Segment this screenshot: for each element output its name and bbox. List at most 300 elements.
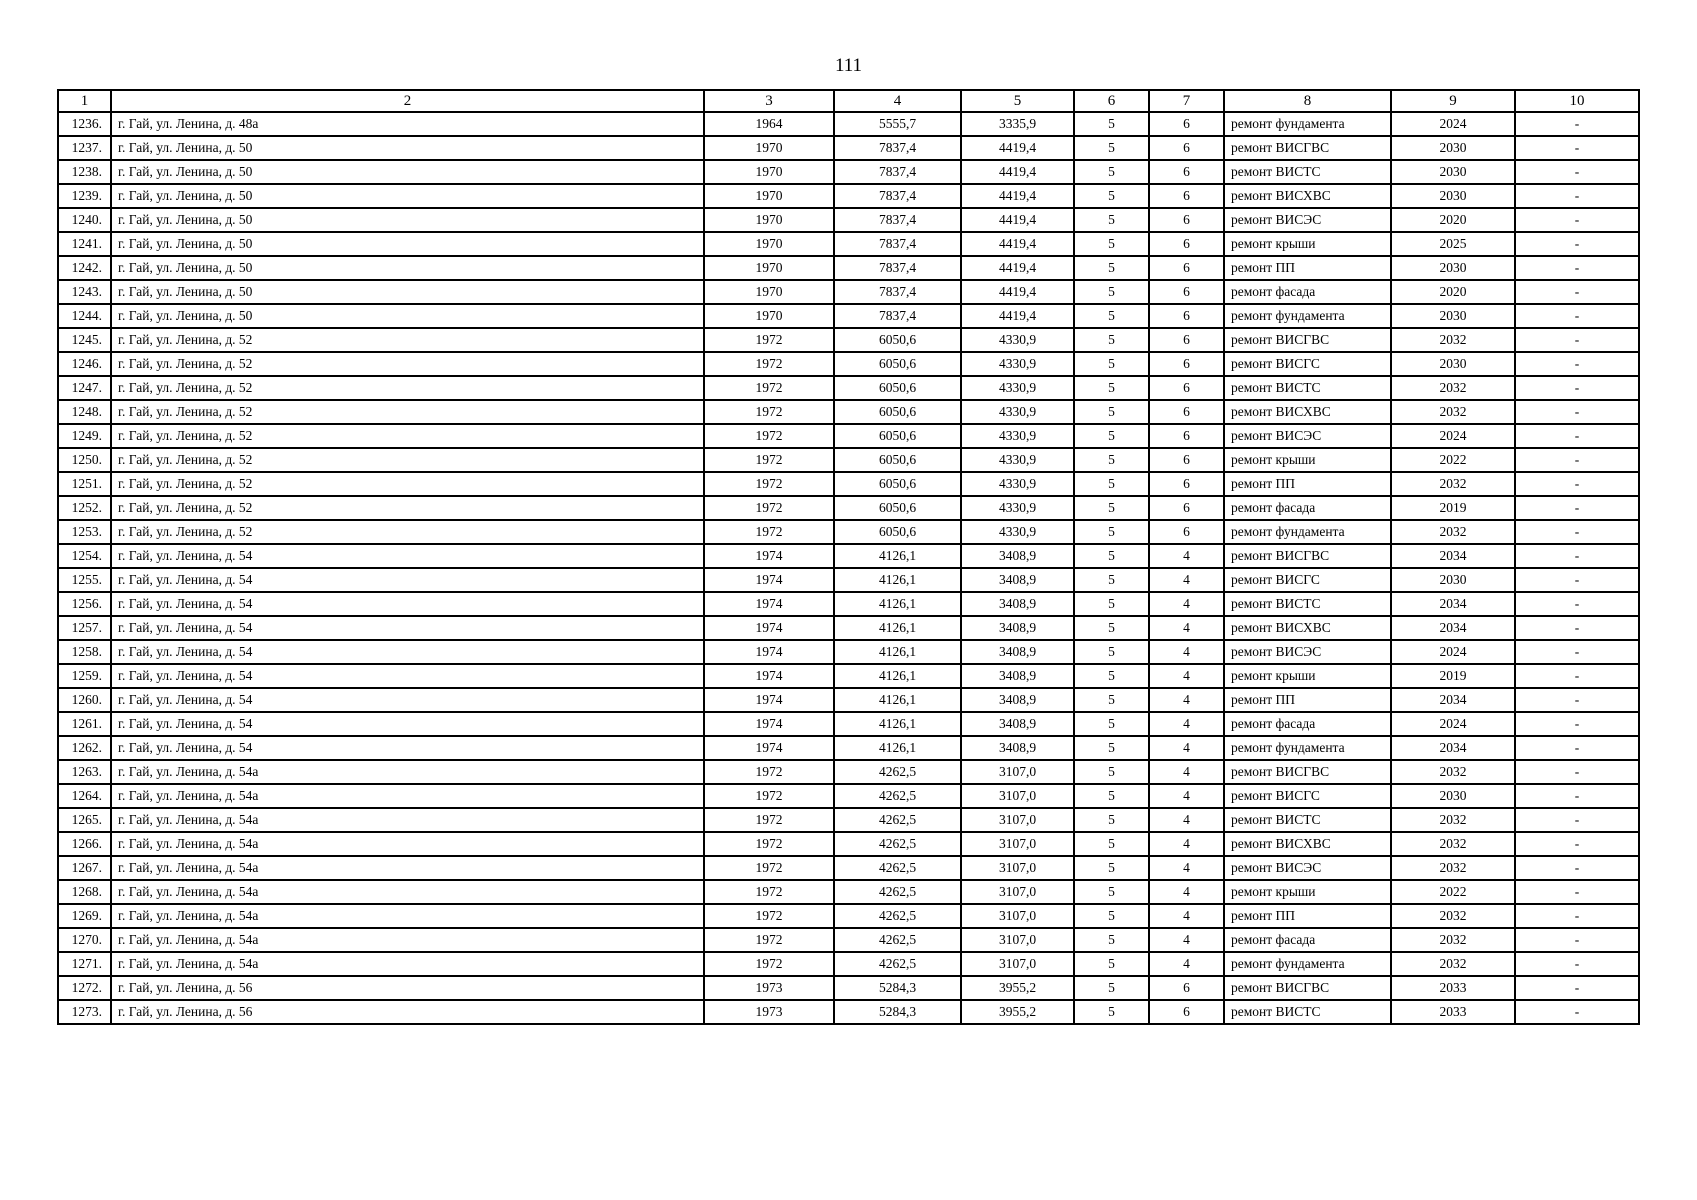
living-area-cell: 3408,9 bbox=[961, 640, 1074, 664]
year-built-cell: 1972 bbox=[704, 424, 834, 448]
total-area-cell: 5284,3 bbox=[834, 976, 961, 1000]
address-cell: г. Гай, ул. Ленина, д. 52 bbox=[111, 424, 704, 448]
row-number-cell: 1271. bbox=[58, 952, 111, 976]
address-cell: г. Гай, ул. Ленина, д. 52 bbox=[111, 400, 704, 424]
floors-cell: 5 bbox=[1074, 496, 1149, 520]
year-built-cell: 1972 bbox=[704, 808, 834, 832]
entrances-cell: 4 bbox=[1149, 904, 1224, 928]
entrances-cell: 6 bbox=[1149, 520, 1224, 544]
year-built-cell: 1970 bbox=[704, 160, 834, 184]
year-built-cell: 1970 bbox=[704, 304, 834, 328]
row-number-cell: 1255. bbox=[58, 568, 111, 592]
work-type-cell: ремонт ВИСХВС bbox=[1224, 616, 1391, 640]
address-cell: г. Гай, ул. Ленина, д. 52 bbox=[111, 376, 704, 400]
work-type-cell: ремонт ВИСГВС bbox=[1224, 760, 1391, 784]
address-cell: г. Гай, ул. Ленина, д. 54 bbox=[111, 664, 704, 688]
address-cell: г. Гай, ул. Ленина, д. 52 bbox=[111, 520, 704, 544]
year-built-cell: 1970 bbox=[704, 232, 834, 256]
planned-year-cell: 2030 bbox=[1391, 304, 1515, 328]
planned-year-cell: 2032 bbox=[1391, 952, 1515, 976]
row-number-cell: 1272. bbox=[58, 976, 111, 1000]
row-number-cell: 1264. bbox=[58, 784, 111, 808]
floors-cell: 5 bbox=[1074, 520, 1149, 544]
living-area-cell: 4419,4 bbox=[961, 184, 1074, 208]
row-number-cell: 1258. bbox=[58, 640, 111, 664]
total-area-cell: 7837,4 bbox=[834, 136, 961, 160]
floors-cell: 5 bbox=[1074, 976, 1149, 1000]
address-cell: г. Гай, ул. Ленина, д. 54а bbox=[111, 832, 704, 856]
table-row bbox=[58, 304, 1639, 328]
planned-year-cell: 2019 bbox=[1391, 496, 1515, 520]
entrances-cell: 4 bbox=[1149, 952, 1224, 976]
col-header-4: 4 bbox=[834, 90, 961, 112]
planned-year-cell: 2030 bbox=[1391, 568, 1515, 592]
total-area-cell: 4262,5 bbox=[834, 832, 961, 856]
planned-year-cell: 2030 bbox=[1391, 352, 1515, 376]
entrances-cell: 4 bbox=[1149, 664, 1224, 688]
table-row bbox=[58, 184, 1639, 208]
address-cell: г. Гай, ул. Ленина, д. 52 bbox=[111, 328, 704, 352]
address-cell: г. Гай, ул. Ленина, д. 50 bbox=[111, 232, 704, 256]
entrances-cell: 6 bbox=[1149, 400, 1224, 424]
work-type-cell: ремонт ВИСЭС bbox=[1224, 208, 1391, 232]
year-built-cell: 1970 bbox=[704, 208, 834, 232]
living-area-cell: 4330,9 bbox=[961, 472, 1074, 496]
year-built-cell: 1974 bbox=[704, 712, 834, 736]
total-area-cell: 7837,4 bbox=[834, 184, 961, 208]
planned-year-cell: 2032 bbox=[1391, 400, 1515, 424]
table-row bbox=[58, 952, 1639, 976]
address-cell: г. Гай, ул. Ленина, д. 54а bbox=[111, 784, 704, 808]
note-cell: - bbox=[1515, 304, 1639, 328]
year-built-cell: 1964 bbox=[704, 112, 834, 136]
floors-cell: 5 bbox=[1074, 352, 1149, 376]
entrances-cell: 4 bbox=[1149, 736, 1224, 760]
living-area-cell: 3107,0 bbox=[961, 904, 1074, 928]
floors-cell: 5 bbox=[1074, 112, 1149, 136]
table-row bbox=[58, 208, 1639, 232]
row-number-cell: 1250. bbox=[58, 448, 111, 472]
floors-cell: 5 bbox=[1074, 904, 1149, 928]
table-row bbox=[58, 160, 1639, 184]
address-cell: г. Гай, ул. Ленина, д. 50 bbox=[111, 184, 704, 208]
col-header-5: 5 bbox=[961, 90, 1074, 112]
total-area-cell: 4126,1 bbox=[834, 592, 961, 616]
floors-cell: 5 bbox=[1074, 400, 1149, 424]
total-area-cell: 4126,1 bbox=[834, 664, 961, 688]
address-cell: г. Гай, ул. Ленина, д. 54 bbox=[111, 616, 704, 640]
row-number-cell: 1270. bbox=[58, 928, 111, 952]
living-area-cell: 3408,9 bbox=[961, 544, 1074, 568]
entrances-cell: 4 bbox=[1149, 760, 1224, 784]
row-number-cell: 1249. bbox=[58, 424, 111, 448]
work-type-cell: ремонт ПП bbox=[1224, 688, 1391, 712]
planned-year-cell: 2030 bbox=[1391, 784, 1515, 808]
floors-cell: 5 bbox=[1074, 448, 1149, 472]
note-cell: - bbox=[1515, 496, 1639, 520]
note-cell: - bbox=[1515, 688, 1639, 712]
work-type-cell: ремонт ВИСХВС bbox=[1224, 400, 1391, 424]
living-area-cell: 3408,9 bbox=[961, 568, 1074, 592]
entrances-cell: 6 bbox=[1149, 280, 1224, 304]
note-cell: - bbox=[1515, 592, 1639, 616]
floors-cell: 5 bbox=[1074, 736, 1149, 760]
living-area-cell: 3107,0 bbox=[961, 808, 1074, 832]
total-area-cell: 6050,6 bbox=[834, 376, 961, 400]
year-built-cell: 1972 bbox=[704, 496, 834, 520]
year-built-cell: 1970 bbox=[704, 184, 834, 208]
living-area-cell: 3955,2 bbox=[961, 1000, 1074, 1024]
total-area-cell: 4262,5 bbox=[834, 760, 961, 784]
total-area-cell: 4126,1 bbox=[834, 736, 961, 760]
table-row bbox=[58, 496, 1639, 520]
table-header bbox=[58, 90, 1639, 112]
floors-cell: 5 bbox=[1074, 280, 1149, 304]
table-row bbox=[58, 592, 1639, 616]
total-area-cell: 4126,1 bbox=[834, 616, 961, 640]
note-cell: - bbox=[1515, 784, 1639, 808]
planned-year-cell: 2030 bbox=[1391, 160, 1515, 184]
year-built-cell: 1972 bbox=[704, 352, 834, 376]
year-built-cell: 1972 bbox=[704, 856, 834, 880]
row-number-cell: 1245. bbox=[58, 328, 111, 352]
note-cell: - bbox=[1515, 544, 1639, 568]
year-built-cell: 1972 bbox=[704, 880, 834, 904]
year-built-cell: 1972 bbox=[704, 904, 834, 928]
planned-year-cell: 2032 bbox=[1391, 520, 1515, 544]
row-number-cell: 1252. bbox=[58, 496, 111, 520]
total-area-cell: 6050,6 bbox=[834, 520, 961, 544]
year-built-cell: 1974 bbox=[704, 568, 834, 592]
living-area-cell: 3408,9 bbox=[961, 664, 1074, 688]
planned-year-cell: 2032 bbox=[1391, 328, 1515, 352]
entrances-cell: 6 bbox=[1149, 376, 1224, 400]
col-header-9: 9 bbox=[1391, 90, 1515, 112]
year-built-cell: 1972 bbox=[704, 400, 834, 424]
note-cell: - bbox=[1515, 256, 1639, 280]
row-number-cell: 1248. bbox=[58, 400, 111, 424]
address-cell: г. Гай, ул. Ленина, д. 50 bbox=[111, 256, 704, 280]
total-area-cell: 4262,5 bbox=[834, 808, 961, 832]
note-cell: - bbox=[1515, 832, 1639, 856]
entrances-cell: 6 bbox=[1149, 472, 1224, 496]
planned-year-cell: 2032 bbox=[1391, 904, 1515, 928]
planned-year-cell: 2034 bbox=[1391, 616, 1515, 640]
note-cell: - bbox=[1515, 736, 1639, 760]
living-area-cell: 4419,4 bbox=[961, 232, 1074, 256]
floors-cell: 5 bbox=[1074, 832, 1149, 856]
work-type-cell: ремонт ВИСГВС bbox=[1224, 544, 1391, 568]
work-type-cell: ремонт ВИСТС bbox=[1224, 592, 1391, 616]
note-cell: - bbox=[1515, 280, 1639, 304]
floors-cell: 5 bbox=[1074, 856, 1149, 880]
work-type-cell: ремонт крыши bbox=[1224, 880, 1391, 904]
year-built-cell: 1972 bbox=[704, 952, 834, 976]
living-area-cell: 3408,9 bbox=[961, 616, 1074, 640]
address-cell: г. Гай, ул. Ленина, д. 54 bbox=[111, 592, 704, 616]
total-area-cell: 7837,4 bbox=[834, 256, 961, 280]
living-area-cell: 3107,0 bbox=[961, 856, 1074, 880]
planned-year-cell: 2032 bbox=[1391, 832, 1515, 856]
note-cell: - bbox=[1515, 352, 1639, 376]
note-cell: - bbox=[1515, 856, 1639, 880]
year-built-cell: 1972 bbox=[704, 328, 834, 352]
table-row bbox=[58, 448, 1639, 472]
table-row bbox=[58, 1000, 1639, 1024]
planned-year-cell: 2033 bbox=[1391, 1000, 1515, 1024]
note-cell: - bbox=[1515, 640, 1639, 664]
note-cell: - bbox=[1515, 400, 1639, 424]
floors-cell: 5 bbox=[1074, 136, 1149, 160]
note-cell: - bbox=[1515, 184, 1639, 208]
note-cell: - bbox=[1515, 112, 1639, 136]
table-row bbox=[58, 928, 1639, 952]
year-built-cell: 1972 bbox=[704, 760, 834, 784]
row-number-cell: 1241. bbox=[58, 232, 111, 256]
table-row bbox=[58, 976, 1639, 1000]
note-cell: - bbox=[1515, 520, 1639, 544]
planned-year-cell: 2032 bbox=[1391, 808, 1515, 832]
floors-cell: 5 bbox=[1074, 256, 1149, 280]
planned-year-cell: 2032 bbox=[1391, 928, 1515, 952]
floors-cell: 5 bbox=[1074, 616, 1149, 640]
address-cell: г. Гай, ул. Ленина, д. 48а bbox=[111, 112, 704, 136]
total-area-cell: 7837,4 bbox=[834, 304, 961, 328]
col-header-8: 8 bbox=[1224, 90, 1391, 112]
address-cell: г. Гай, ул. Ленина, д. 54а bbox=[111, 952, 704, 976]
col-header-2: 2 bbox=[111, 90, 704, 112]
row-number-cell: 1238. bbox=[58, 160, 111, 184]
planned-year-cell: 2032 bbox=[1391, 856, 1515, 880]
note-cell: - bbox=[1515, 328, 1639, 352]
entrances-cell: 4 bbox=[1149, 880, 1224, 904]
living-area-cell: 4330,9 bbox=[961, 328, 1074, 352]
living-area-cell: 3107,0 bbox=[961, 832, 1074, 856]
floors-cell: 5 bbox=[1074, 568, 1149, 592]
address-cell: г. Гай, ул. Ленина, д. 52 bbox=[111, 496, 704, 520]
living-area-cell: 4330,9 bbox=[961, 448, 1074, 472]
year-built-cell: 1974 bbox=[704, 544, 834, 568]
year-built-cell: 1970 bbox=[704, 136, 834, 160]
row-number-cell: 1256. bbox=[58, 592, 111, 616]
table-row bbox=[58, 520, 1639, 544]
total-area-cell: 7837,4 bbox=[834, 280, 961, 304]
entrances-cell: 6 bbox=[1149, 424, 1224, 448]
row-number-cell: 1239. bbox=[58, 184, 111, 208]
note-cell: - bbox=[1515, 760, 1639, 784]
floors-cell: 5 bbox=[1074, 160, 1149, 184]
note-cell: - bbox=[1515, 928, 1639, 952]
table-row bbox=[58, 136, 1639, 160]
total-area-cell: 6050,6 bbox=[834, 328, 961, 352]
planned-year-cell: 2024 bbox=[1391, 112, 1515, 136]
total-area-cell: 6050,6 bbox=[834, 496, 961, 520]
note-cell: - bbox=[1515, 376, 1639, 400]
floors-cell: 5 bbox=[1074, 952, 1149, 976]
row-number-cell: 1269. bbox=[58, 904, 111, 928]
address-cell: г. Гай, ул. Ленина, д. 54 bbox=[111, 688, 704, 712]
planned-year-cell: 2030 bbox=[1391, 136, 1515, 160]
year-built-cell: 1972 bbox=[704, 448, 834, 472]
total-area-cell: 4262,5 bbox=[834, 880, 961, 904]
work-type-cell: ремонт фундамента bbox=[1224, 304, 1391, 328]
table-row bbox=[58, 856, 1639, 880]
living-area-cell: 3107,0 bbox=[961, 928, 1074, 952]
col-header-7: 7 bbox=[1149, 90, 1224, 112]
total-area-cell: 7837,4 bbox=[834, 160, 961, 184]
floors-cell: 5 bbox=[1074, 640, 1149, 664]
floors-cell: 5 bbox=[1074, 592, 1149, 616]
year-built-cell: 1974 bbox=[704, 616, 834, 640]
floors-cell: 5 bbox=[1074, 664, 1149, 688]
work-type-cell: ремонт фасада bbox=[1224, 712, 1391, 736]
planned-year-cell: 2034 bbox=[1391, 544, 1515, 568]
work-type-cell: ремонт крыши bbox=[1224, 448, 1391, 472]
living-area-cell: 4330,9 bbox=[961, 520, 1074, 544]
work-type-cell: ремонт крыши bbox=[1224, 232, 1391, 256]
note-cell: - bbox=[1515, 568, 1639, 592]
entrances-cell: 4 bbox=[1149, 568, 1224, 592]
year-built-cell: 1972 bbox=[704, 784, 834, 808]
total-area-cell: 6050,6 bbox=[834, 472, 961, 496]
row-number-cell: 1257. bbox=[58, 616, 111, 640]
floors-cell: 5 bbox=[1074, 784, 1149, 808]
entrances-cell: 6 bbox=[1149, 448, 1224, 472]
planned-year-cell: 2034 bbox=[1391, 736, 1515, 760]
year-built-cell: 1973 bbox=[704, 976, 834, 1000]
total-area-cell: 4262,5 bbox=[834, 952, 961, 976]
col-header-1: 1 bbox=[58, 90, 111, 112]
row-number-cell: 1240. bbox=[58, 208, 111, 232]
planned-year-cell: 2024 bbox=[1391, 640, 1515, 664]
living-area-cell: 4419,4 bbox=[961, 256, 1074, 280]
table-row bbox=[58, 328, 1639, 352]
note-cell: - bbox=[1515, 976, 1639, 1000]
work-type-cell: ремонт ПП bbox=[1224, 472, 1391, 496]
floors-cell: 5 bbox=[1074, 376, 1149, 400]
note-cell: - bbox=[1515, 136, 1639, 160]
living-area-cell: 3408,9 bbox=[961, 712, 1074, 736]
table-row bbox=[58, 784, 1639, 808]
year-built-cell: 1972 bbox=[704, 520, 834, 544]
living-area-cell: 3408,9 bbox=[961, 592, 1074, 616]
row-number-cell: 1259. bbox=[58, 664, 111, 688]
entrances-cell: 6 bbox=[1149, 184, 1224, 208]
living-area-cell: 3107,0 bbox=[961, 880, 1074, 904]
total-area-cell: 6050,6 bbox=[834, 424, 961, 448]
year-built-cell: 1974 bbox=[704, 688, 834, 712]
table-row bbox=[58, 568, 1639, 592]
year-built-cell: 1970 bbox=[704, 256, 834, 280]
note-cell: - bbox=[1515, 664, 1639, 688]
entrances-cell: 6 bbox=[1149, 976, 1224, 1000]
floors-cell: 5 bbox=[1074, 424, 1149, 448]
table-body bbox=[58, 112, 1639, 1024]
year-built-cell: 1970 bbox=[704, 280, 834, 304]
address-cell: г. Гай, ул. Ленина, д. 50 bbox=[111, 280, 704, 304]
planned-year-cell: 2032 bbox=[1391, 376, 1515, 400]
note-cell: - bbox=[1515, 1000, 1639, 1024]
table-row bbox=[58, 544, 1639, 568]
address-cell: г. Гай, ул. Ленина, д. 54 bbox=[111, 712, 704, 736]
total-area-cell: 4262,5 bbox=[834, 904, 961, 928]
living-area-cell: 4419,4 bbox=[961, 208, 1074, 232]
row-number-cell: 1268. bbox=[58, 880, 111, 904]
address-cell: г. Гай, ул. Ленина, д. 50 bbox=[111, 160, 704, 184]
planned-year-cell: 2022 bbox=[1391, 880, 1515, 904]
address-cell: г. Гай, ул. Ленина, д. 54а bbox=[111, 880, 704, 904]
floors-cell: 5 bbox=[1074, 688, 1149, 712]
floors-cell: 5 bbox=[1074, 1000, 1149, 1024]
row-number-cell: 1243. bbox=[58, 280, 111, 304]
living-area-cell: 4330,9 bbox=[961, 352, 1074, 376]
note-cell: - bbox=[1515, 904, 1639, 928]
row-number-cell: 1253. bbox=[58, 520, 111, 544]
address-cell: г. Гай, ул. Ленина, д. 54 bbox=[111, 568, 704, 592]
row-number-cell: 1266. bbox=[58, 832, 111, 856]
entrances-cell: 6 bbox=[1149, 112, 1224, 136]
total-area-cell: 7837,4 bbox=[834, 232, 961, 256]
row-number-cell: 1251. bbox=[58, 472, 111, 496]
table-row bbox=[58, 736, 1639, 760]
work-type-cell: ремонт ВИСТС bbox=[1224, 1000, 1391, 1024]
living-area-cell: 4330,9 bbox=[961, 376, 1074, 400]
address-cell: г. Гай, ул. Ленина, д. 56 bbox=[111, 976, 704, 1000]
total-area-cell: 4126,1 bbox=[834, 712, 961, 736]
entrances-cell: 6 bbox=[1149, 496, 1224, 520]
living-area-cell: 3107,0 bbox=[961, 952, 1074, 976]
floors-cell: 5 bbox=[1074, 928, 1149, 952]
planned-year-cell: 2025 bbox=[1391, 232, 1515, 256]
address-cell: г. Гай, ул. Ленина, д. 56 bbox=[111, 1000, 704, 1024]
table-row bbox=[58, 760, 1639, 784]
total-area-cell: 4126,1 bbox=[834, 640, 961, 664]
table-row bbox=[58, 376, 1639, 400]
work-type-cell: ремонт ВИСГВС bbox=[1224, 136, 1391, 160]
floors-cell: 5 bbox=[1074, 808, 1149, 832]
row-number-cell: 1244. bbox=[58, 304, 111, 328]
entrances-cell: 4 bbox=[1149, 640, 1224, 664]
year-built-cell: 1974 bbox=[704, 640, 834, 664]
header-row bbox=[58, 90, 1639, 112]
living-area-cell: 3107,0 bbox=[961, 784, 1074, 808]
address-cell: г. Гай, ул. Ленина, д. 54а bbox=[111, 928, 704, 952]
entrances-cell: 4 bbox=[1149, 808, 1224, 832]
address-cell: г. Гай, ул. Ленина, д. 52 bbox=[111, 352, 704, 376]
planned-year-cell: 2019 bbox=[1391, 664, 1515, 688]
planned-year-cell: 2030 bbox=[1391, 184, 1515, 208]
row-number-cell: 1254. bbox=[58, 544, 111, 568]
work-type-cell: ремонт фундамента bbox=[1224, 520, 1391, 544]
year-built-cell: 1972 bbox=[704, 832, 834, 856]
total-area-cell: 4262,5 bbox=[834, 784, 961, 808]
floors-cell: 5 bbox=[1074, 184, 1149, 208]
table-row bbox=[58, 352, 1639, 376]
note-cell: - bbox=[1515, 952, 1639, 976]
work-type-cell: ремонт ВИСТС bbox=[1224, 376, 1391, 400]
address-cell: г. Гай, ул. Ленина, д. 52 bbox=[111, 448, 704, 472]
total-area-cell: 5555,7 bbox=[834, 112, 961, 136]
entrances-cell: 6 bbox=[1149, 304, 1224, 328]
total-area-cell: 7837,4 bbox=[834, 208, 961, 232]
entrances-cell: 4 bbox=[1149, 544, 1224, 568]
work-type-cell: ремонт ВИСГС bbox=[1224, 352, 1391, 376]
entrances-cell: 4 bbox=[1149, 616, 1224, 640]
work-type-cell: ремонт ВИСГС bbox=[1224, 568, 1391, 592]
entrances-cell: 6 bbox=[1149, 256, 1224, 280]
work-type-cell: ремонт ВИСТС bbox=[1224, 808, 1391, 832]
year-built-cell: 1974 bbox=[704, 664, 834, 688]
